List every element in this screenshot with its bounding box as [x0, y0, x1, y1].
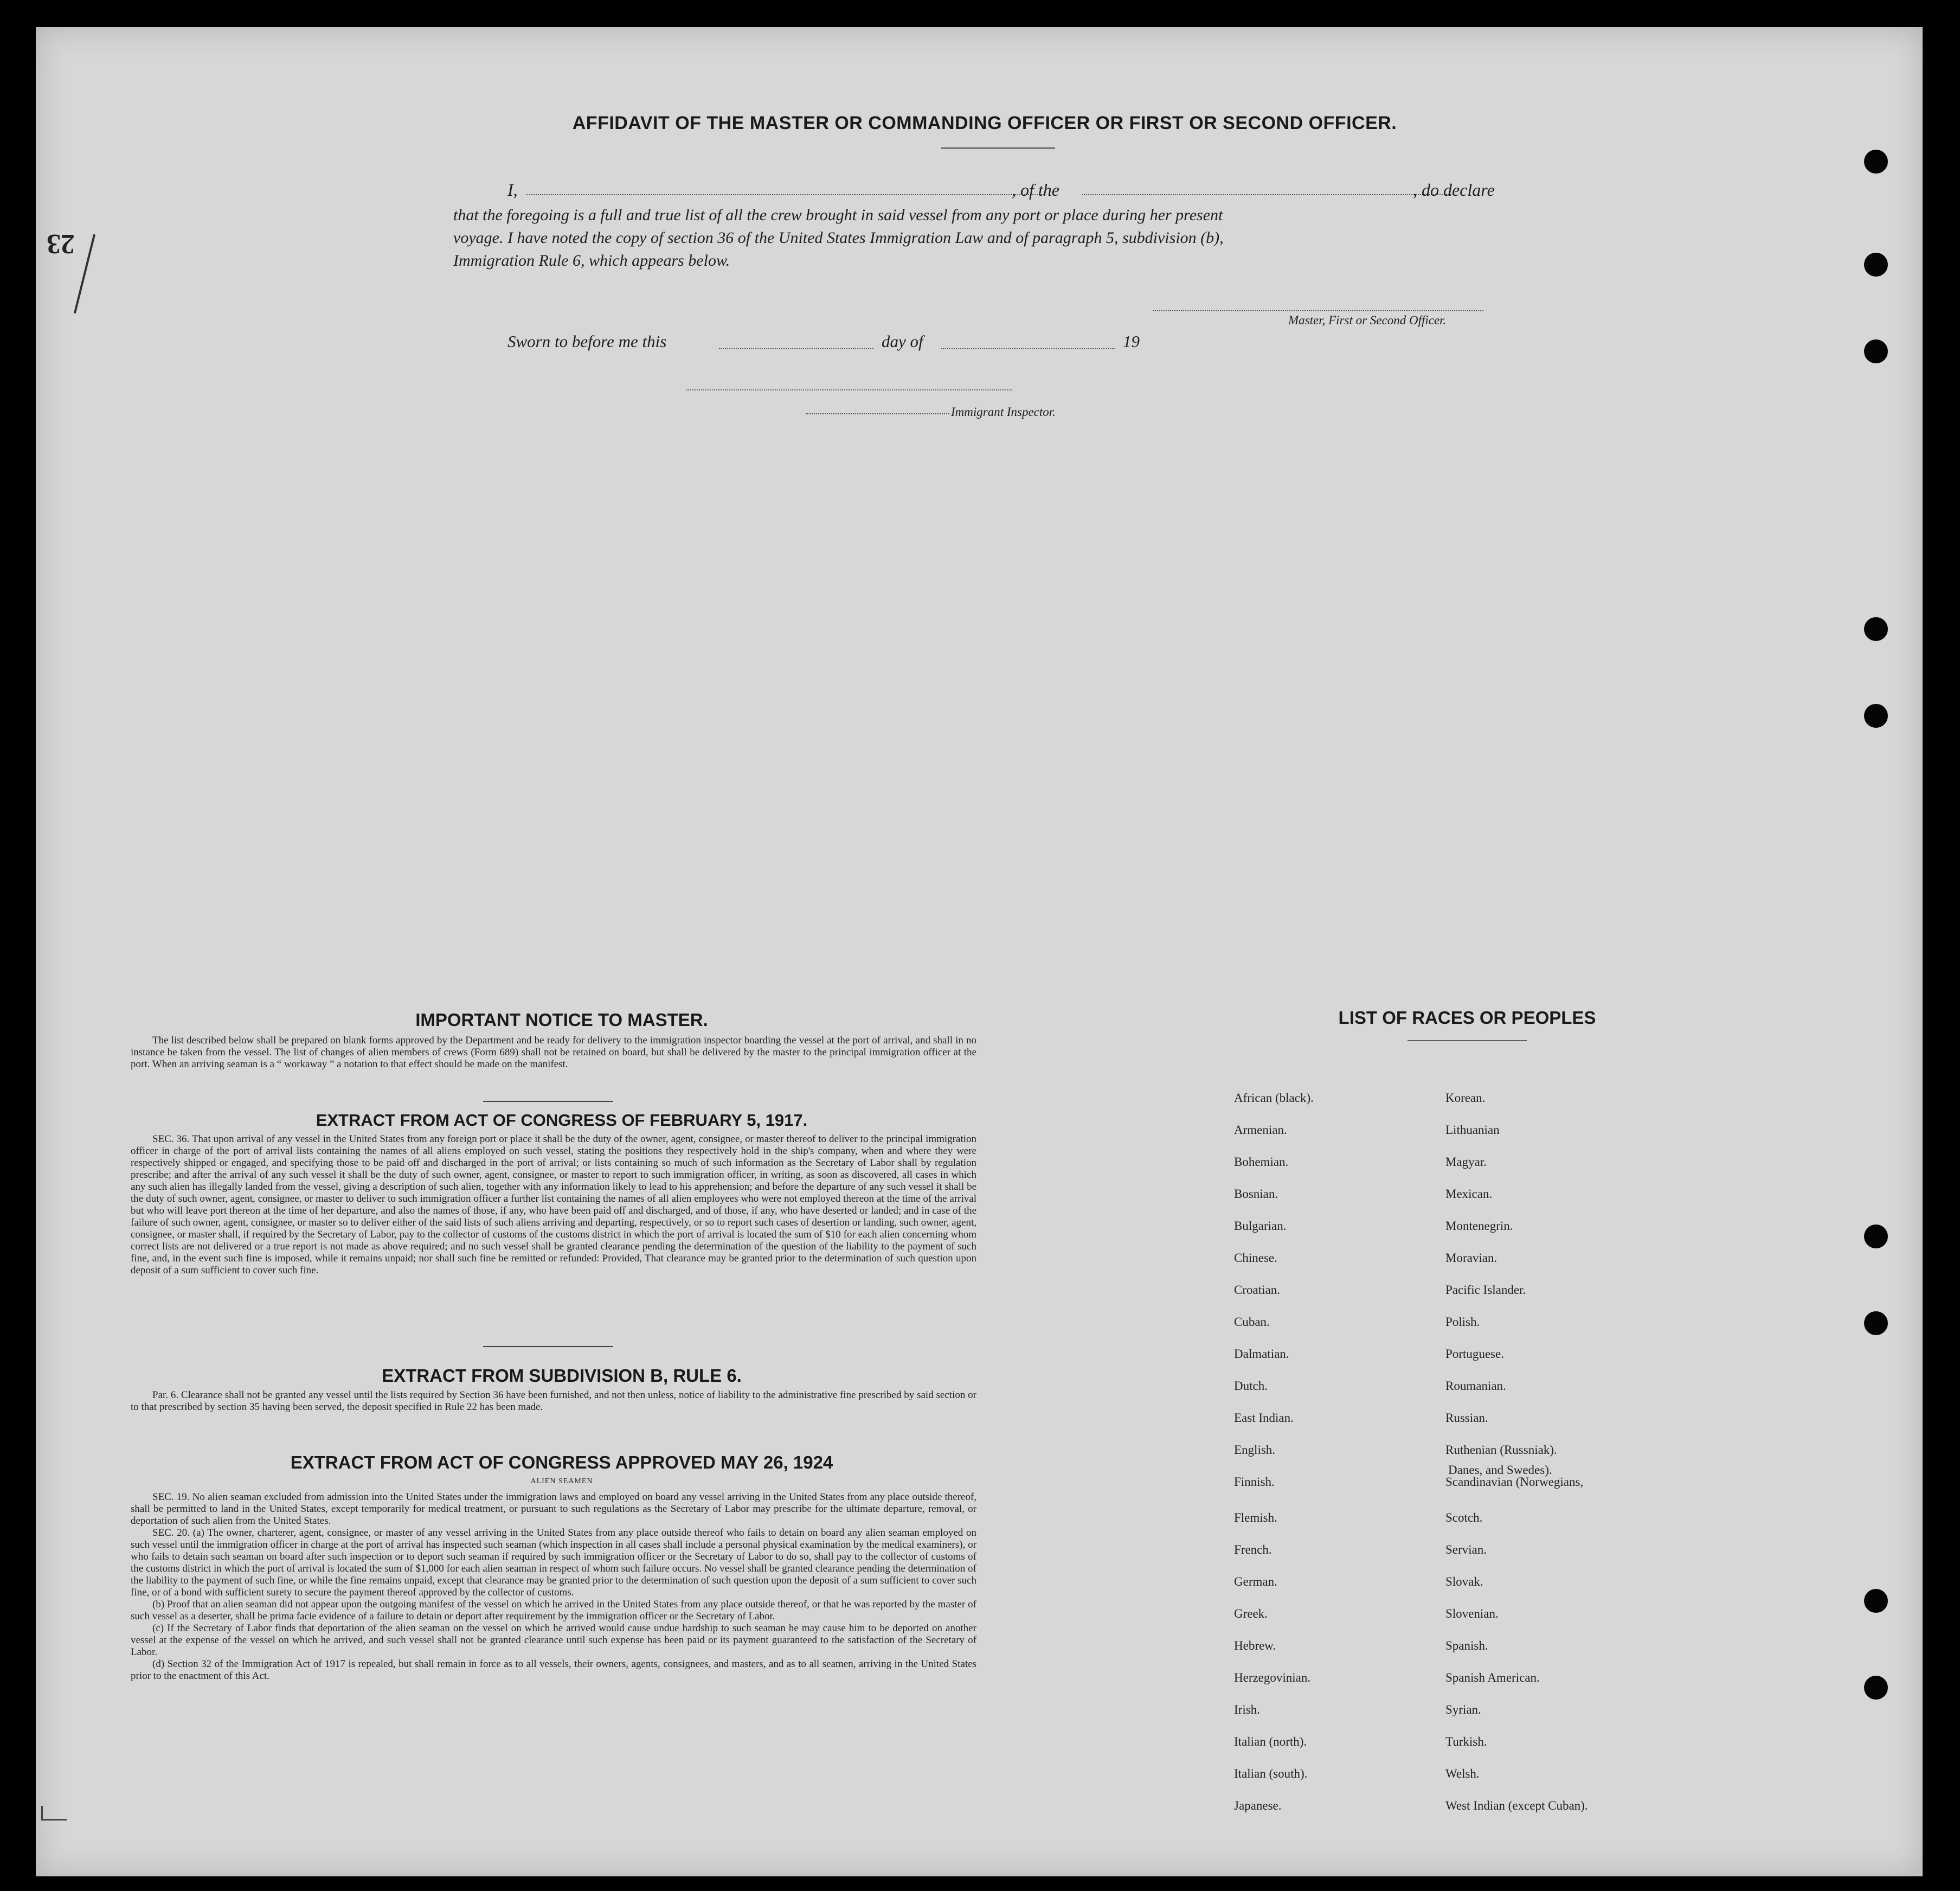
race-item: Portuguese.: [1445, 1347, 1504, 1361]
race-item: Magyar.: [1445, 1155, 1487, 1169]
punch-hole: [1864, 253, 1888, 277]
race-item: Lithuanian: [1445, 1123, 1500, 1137]
race-item: Russian.: [1445, 1411, 1488, 1425]
extract-1917-text: [131, 1133, 976, 1277]
race-item: Spanish American.: [1445, 1671, 1540, 1684]
race-item: Dalmatian.: [1234, 1347, 1289, 1361]
race-item: Slovak.: [1445, 1575, 1483, 1588]
margin-pen-stroke: [74, 234, 95, 314]
race-item: Herzegovinian.: [1234, 1671, 1311, 1684]
inspector-signature-line[interactable]: [806, 413, 949, 414]
race-item: Welsh.: [1445, 1767, 1480, 1780]
race-item: Croatian.: [1234, 1283, 1280, 1297]
race-item: Greek.: [1234, 1607, 1268, 1620]
race-item: Irish.: [1234, 1703, 1260, 1716]
race-item: Servian.: [1445, 1543, 1487, 1556]
sec-20c-paragraph: (c) If the Secretary of Labor finds that deportation of the alien seaman on the vessel on which he arrived would cause undue hardship to such seaman he may cause him to be deported on another vessel at the expense of the vessel on which he arrived, and such vessel shall not be granted clearance until such expense has been paid or its payment guaranteed to the satisfaction of the Secretary of Labor.: [131, 1623, 976, 1658]
year-prefix: 19: [1123, 332, 1140, 351]
races-divider: [1408, 1040, 1527, 1041]
title-divider: [941, 148, 1055, 149]
extract-1917-title: EXTRACT FROM ACT OF CONGRESS OF FEBRUARY 5, 1917.: [316, 1111, 808, 1130]
day-of-label: day of: [882, 332, 923, 351]
race-item: Finnish.: [1234, 1475, 1275, 1489]
punch-hole: [1864, 150, 1888, 174]
affidavit-line-4: Immigration Rule 6, which appears below.: [453, 252, 730, 270]
race-item: African (black).: [1234, 1091, 1314, 1105]
punch-hole: [1864, 704, 1888, 728]
race-item: Flemish.: [1234, 1511, 1277, 1524]
affidavit-line-3: voyage. I have noted the copy of section 36 of the United States Immigration Law and of paragraph 5, subdivision (b),: [453, 229, 1224, 247]
race-item: Dutch.: [1234, 1379, 1268, 1393]
extract-rule6-text: [131, 1389, 976, 1413]
margin-number: 23: [47, 228, 75, 259]
name-blank[interactable]: [526, 194, 1044, 195]
notice-text: [131, 1035, 976, 1071]
race-item: German.: [1234, 1575, 1277, 1588]
race-item: Syrian.: [1445, 1703, 1481, 1716]
master-signature-label: Master, First or Second Officer.: [1288, 313, 1447, 327]
section-36-paragraph: SEC. 36. That upon arrival of any vessel in the United States from any foreign port or place it shall be the duty of the owner, agent, consignee, or master thereof to deliver to the principal immigration officer in charge of the port of arrival lists containing the names of all aliens employed on such vessel, stating the positions they respectively hold in the ship's company, when and where they were respectively shipped or engaged, and specifying those to be paid off and discharged in the port of arrival; or lists containing so much of such information as the Secretary of Labor shall by regulation prescribe; and after the arrival of any such vessel it shall be the duty of such owner, agent, consignee, or master to report to such immigration officer, in writing, as soon as discovered, all cases in which any such alien has illegally landed from the vessel, giving a description of such alien, together with any information likely to lead to his apprehension; and before the departure of any such vessel it shall be the duty of such owner, agent, consignee, or master to deliver to such immigration officer a further list containing the names of all alien employees who were not employed thereon at the time of the arrival but who will leave port thereon at the time of her departure, and also the names of those, if any, who have been paid off and discharged, and of those, if any, who have deserted or landed; and in case of the failure of such owner, agent, consignee, or master so to deliver either of the said lists of such aliens arriving and departing, respectively, or so to report such cases of desertion or landing, such owner, agent, consignee, or master shall, if required by the Secretary of Labor, pay to the collector of customs of the customs district in which the port of arrival is located the sum of $10 for each alien concerning whom correct lists are not delivered or a true report is not made as above required; and no such vessel shall be granted clearance pending the determination of the question of the liability to the payment of such fine, and, in the event such fine is imposed, while it remains unpaid; nor shall such fine be remitted or refunded: Provided, That clearance may be granted prior to the determination of such question upon deposit of a sum sufficient to cover such fine.: [131, 1133, 976, 1276]
race-item: Japanese.: [1234, 1799, 1282, 1812]
affidavit-line-2: that the foregoing is a full and true list of all the crew brought in said vessel from any port or place during her present: [453, 206, 1223, 224]
race-item: East Indian.: [1234, 1411, 1294, 1425]
extract-1924-title: EXTRACT FROM ACT OF CONGRESS APPROVED MAY 26, 1924: [290, 1452, 833, 1472]
sec-20a-paragraph: SEC. 20. (a) The owner, charterer, agent, consignee, or master of any vessel arriving in the United States from any place outside thereof who fails to detain on board any alien seaman employed on such vessel until the immigration officer in charge at the port of arrival has inspected such seaman (which inspection in all cases shall include a personal physical examination by the medical examiners), or who fails to detain such seaman on board after such inspection or to deport such seaman if required by such immigration officer or the Secretary of Labor to do so, shall pay to the collector of customs of the customs district in which the port of arrival is located the sum of $1,000 for each alien seaman in respect of whom such failure occurs. No vessel shall be granted clearance pending the determination of the liability to the payment of such fine, or while the fine remains unpaid, except that clearance may be granted prior to the determination of such question upon the deposit of a sum sufficient to cover such fine, or of a bond with sufficient surety to secure the payment thereof approved by the collector of customs.: [131, 1527, 976, 1598]
race-item: Bohemian.: [1234, 1155, 1289, 1169]
race-item: Roumanian.: [1445, 1379, 1506, 1393]
race-item: Scotch.: [1445, 1511, 1483, 1524]
race-item: Italian (south).: [1234, 1767, 1308, 1780]
sworn-month-blank[interactable]: [941, 348, 1115, 349]
race-item: West Indian (except Cuban).: [1445, 1799, 1588, 1812]
race-item: Moravian.: [1445, 1251, 1498, 1265]
race-item: Scandinavian (Norwegians,: [1445, 1475, 1584, 1489]
sworn-label: Sworn to before me this: [507, 332, 667, 351]
race-item: Polish.: [1445, 1315, 1480, 1329]
punch-hole: [1864, 339, 1888, 363]
punch-hole: [1864, 1589, 1888, 1613]
race-item: Montenegrin.: [1445, 1219, 1513, 1233]
race-item: Cuban.: [1234, 1315, 1270, 1329]
race-item: Armenian.: [1234, 1123, 1287, 1137]
document-sheet: [36, 27, 1923, 1876]
vessel-blank[interactable]: [1082, 194, 1454, 195]
sec-20d-paragraph: (d) Section 32 of the Immigration Act of 1917 is repealed, but shall remain in force as to all vessels, their owners, agents, consignees, and masters, and as to all seamen, arriving in the United States prior to the enactment of this Act.: [131, 1658, 976, 1682]
affidavit-title: AFFIDAVIT OF THE MASTER OR COMMANDING OFFICER OR FIRST OR SECOND OFFICER.: [572, 113, 1397, 133]
race-item: Chinese.: [1234, 1251, 1277, 1265]
master-signature-line[interactable]: [1153, 310, 1483, 311]
sec-20b-paragraph: (b) Proof that an alien seaman did not appear upon the outgoing manifest of the vessel on which he arrived in the United States from any place outside thereof, or that he was reported by the master of such vessel as a deserter, shall be prima facie evidence of a failure to detain or deport after requirement by the immigration officer or the Secretary of Labor.: [131, 1599, 976, 1622]
race-item: Korean.: [1445, 1091, 1486, 1105]
rule6-paragraph: Par. 6. Clearance shall not be granted any vessel until the lists required by Section 36 have been furnished, and not then unless, notice of liability to the administrative fine prescribed by said section or to that prescribed by section 35 having been served, the deposit specified in Rule 22 has been made.: [131, 1389, 976, 1413]
race-item: Mexican.: [1445, 1187, 1493, 1201]
race-item: English.: [1234, 1443, 1276, 1457]
punch-hole: [1864, 1225, 1888, 1248]
notice-divider: [483, 1101, 613, 1102]
affidavit-of-the-label: , of the: [1012, 180, 1059, 200]
notice-title: IMPORTANT NOTICE TO MASTER.: [415, 1010, 708, 1030]
affidavit-declare-label: , do declare: [1413, 180, 1495, 200]
races-title: LIST OF RACES OR PEOPLES: [1338, 1008, 1596, 1028]
inspector-upper-line: [686, 389, 1012, 390]
race-item: Bulgarian.: [1234, 1219, 1287, 1233]
race-item: French.: [1234, 1543, 1272, 1556]
race-continuation: Danes, and Swedes).: [1448, 1463, 1552, 1477]
inspector-label: Immigrant Inspector.: [951, 405, 1056, 419]
race-item: Italian (north).: [1234, 1735, 1307, 1748]
alien-seamen-subtitle: ALIEN SEAMEN: [530, 1477, 593, 1485]
race-item: Bosnian.: [1234, 1187, 1278, 1201]
extract-1917-divider: [483, 1346, 613, 1347]
race-item: Spanish.: [1445, 1639, 1488, 1652]
race-item: Ruthenian (Russniak).: [1445, 1443, 1557, 1457]
punch-hole: [1864, 1676, 1888, 1700]
race-item: Pacific Islander.: [1445, 1283, 1526, 1297]
race-item: Turkish.: [1445, 1735, 1487, 1748]
sworn-day-blank[interactable]: [719, 348, 873, 349]
race-item: Slovenian.: [1445, 1607, 1499, 1620]
punch-hole: [1864, 1311, 1888, 1335]
punch-hole: [1864, 617, 1888, 641]
sec-19-paragraph: SEC. 19. No alien seaman excluded from admission into the United States under the immigration laws and employed on board any vessel arriving in the United States from any place outside thereof, shall be permitted to land in the United States, except temporarily for medical treatment, or pursuant to such regulations as the Secretary of Labor may prescribe for the ultimate departure, removal, or deportation of such alien from the United States.: [131, 1491, 976, 1527]
margin-pen-stroke-lower: [41, 1806, 67, 1821]
notice-paragraph: The list described below shall be prepared on blank forms approved by the Department and be ready for delivery to the immigration inspector boarding the vessel at the port of arrival, and shall in no instance be taken from the vessel. The list of changes of alien members of crews (Form 689) shall not be retained on board, but shall be delivered by the master to the principal immigration officer at the port. When an arriving seaman is a “ workaway ” a notation to that effect should be made on the manifest.: [131, 1035, 976, 1070]
extract-rule6-title: EXTRACT FROM SUBDIVISION B, RULE 6.: [382, 1366, 742, 1386]
extract-1924-text: [131, 1491, 976, 1682]
race-item: Hebrew.: [1234, 1639, 1276, 1652]
affidavit-i-label: I,: [507, 180, 518, 200]
